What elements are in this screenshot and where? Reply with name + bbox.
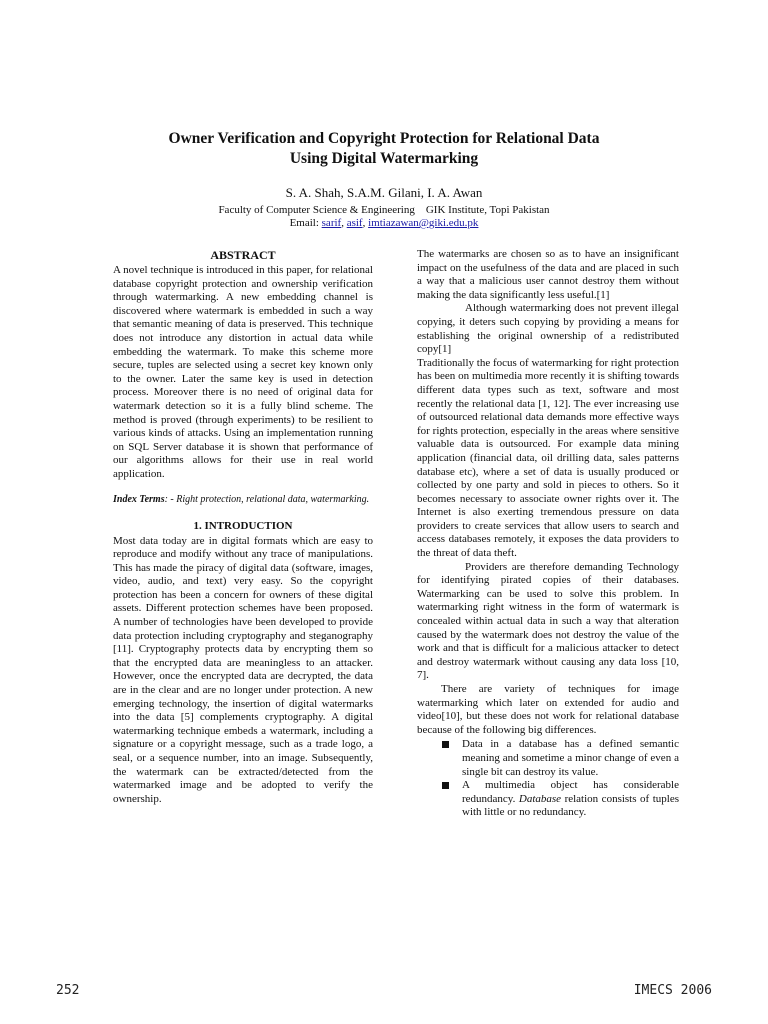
list-item xyxy=(462,779,679,820)
index-terms xyxy=(113,493,373,507)
square-bullet-icon xyxy=(442,741,449,748)
list-item-text-a: A multimedia object has considerable redundancy. xyxy=(462,779,679,805)
authors: S. A. Shah, S.A.M. Gilani, I. A. Awan xyxy=(285,185,483,200)
conference-name: IMECS 2006 xyxy=(633,983,712,998)
right-paragraph-1: The watermarks are chosen so as to have an insignificant impact on the usefulness of the data and are placed in such a way that a malicious user cannot destroy them without making the data significantly less useful.[1] xyxy=(417,248,679,301)
right-paragraph-5: There are variety of techniques for image watermarking which later on extended for audio and video[10], but these does not work for relational database because of the following big differences. xyxy=(417,683,679,736)
email-label: Email: xyxy=(289,217,319,229)
right-paragraph-4: Providers are therefore demanding Technology for identifying pirated copies of their databases. Watermarking can be used to solve this problem. In watermarking right witness in the form of watermark is concealed within actual data in such a way that alteration caused by the watermark does not destroy the value of the work and that is difficult for a malicious attacker to detect and destroy watermark without causing any data loss [10, 7]. xyxy=(417,560,679,682)
list-item-text-b: relation consists of tuples with little or no redundancy. xyxy=(462,792,679,819)
email-line: Email: sarif, asif, imtiazawan@giki.edu.pk xyxy=(289,217,479,229)
introduction-paragraph: Most data today are in digital formats which are easy to reproduce and modify without any trace of manipulations. This has made the piracy of digital data (software, images, video, audio, and text) very easy. So the copyright protection has been a concern for owners of these digital assets. Different protection schemes have been proposed. A number of technologies have been developed to provide data protection including cryptography and steganography [11]. Cryptography protects data by encrypting them so that the encrypted data are meaningless to an attacker. However, once the encrypted data are decrypted, the data are in the clear and are no longer under protection. A new emerging technology, the insertion of digital watermarks into the data [5] complements cryptography. A digital watermarking technique embeds a watermark, including a signature or a copyright message, such as a trade logo, a seal, or a sequence number, into an image. Subsequently, the watermark can be extracted/detected from the watermarked image and be adopted to verify the ownership. xyxy=(113,534,373,805)
email-link-sarif[interactable]: sarif xyxy=(321,217,342,229)
page-number: 252 xyxy=(56,983,80,998)
list-item-text: Data in a database has a defined semantic meaning and sometime a minor change of even a single bit can destroy its value. xyxy=(462,738,679,778)
list-item-text-em: Database xyxy=(518,792,562,805)
list-item xyxy=(462,738,679,779)
right-column xyxy=(417,248,679,820)
title-line-2: Using Digital Watermarking xyxy=(289,150,479,167)
title-line-1: Owner Verification and Copyright Protection for Relational Data xyxy=(168,130,600,147)
affiliation: Faculty of Computer Science & Engineering GIK Institute, Topi Pakistan xyxy=(218,204,550,216)
index-terms-label: Index Terms xyxy=(113,493,165,505)
right-paragraph-2: Although watermarking does not prevent illegal copying, it deters such copying by providing a means for establishing the original ownership of a redistributed copy[1] xyxy=(417,302,679,356)
index-terms-text: : - Right protection, relational data, watermarking. xyxy=(164,493,370,505)
square-bullet-icon xyxy=(442,782,449,789)
abstract-text: A novel technique is introduced in this paper, for relational database copyright protection and ownership verification through watermarking. A new embedding channel is discovered where watermark is embedded in such a way that semantic meaning of data is preserved. This technique does not introduce any distortion in actual data while embedding the watermark. To make this scheme more secure, tuples are selected using a secret key known only to the owner. Later the same key is used in detection process. Moreover there is no need of original data for watermark detection so it is a fully blind scheme. The method is proved (through experiments) to be resilient to various kinds of attacks. Using an implementation running on SQL Server database it is shown that performance of our algorithms allows for their use in real world application. xyxy=(113,264,373,480)
email-link-imtiazawan[interactable]: imtiazawan@giki.edu.pk xyxy=(368,217,479,229)
left-column xyxy=(113,248,373,806)
paper-title xyxy=(60,129,708,169)
differences-list xyxy=(417,738,679,820)
abstract-heading: ABSTRACT xyxy=(210,248,276,262)
introduction-heading: 1. INTRODUCTION xyxy=(193,519,293,532)
email-link-asif[interactable]: asif xyxy=(346,217,363,229)
right-paragraph-3: Traditionally the focus of watermarking for right protection has been on multimedia more recently it is shifting towards different data types such as text, software and most recently the relational data [1, 12]. The ever increasing use of outsourced relational data demands more effective ways for rights protection, especially in the areas where sensitive valuable data is outsourced. For example data mining application (financial data, oil drilling data, sales patterns database etc), where a set of data is usually produced or collected by one party and sold in pieces to others. So it becomes necessary to associate owner rights over it. The Internet is also exerting tremendous pressure on data providers to create services that allow users to search and access databases remotely, it exposes the data providers to the threat of data theft. xyxy=(417,356,680,560)
